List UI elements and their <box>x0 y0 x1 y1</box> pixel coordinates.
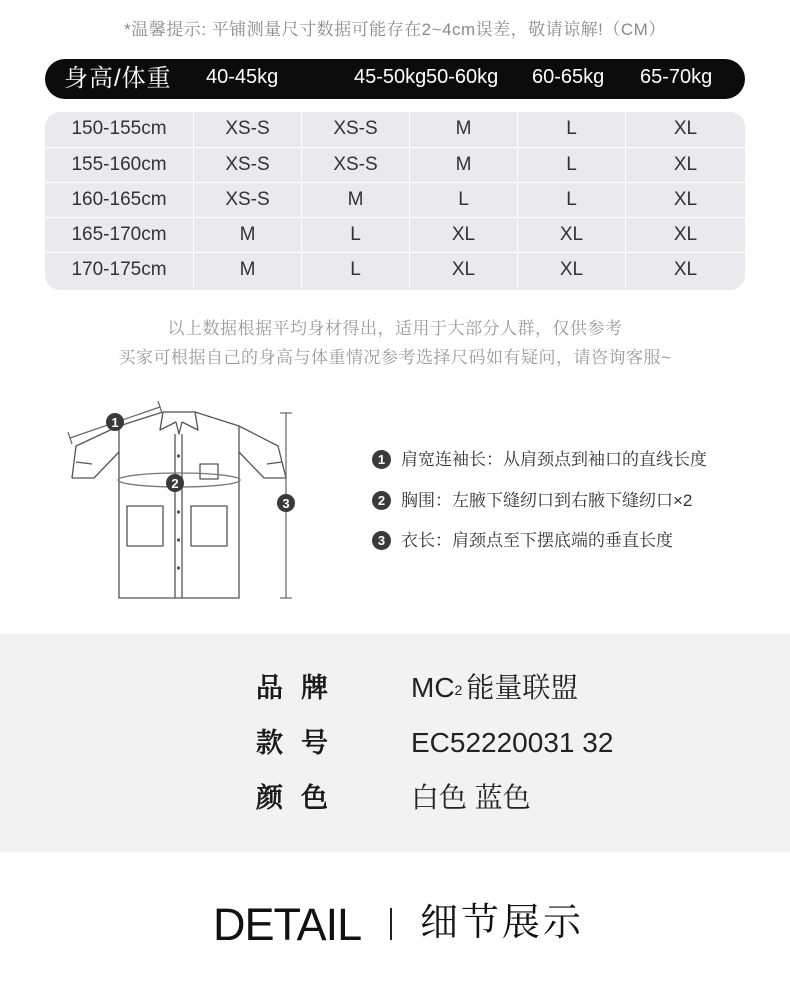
color-value: 白色 蓝色 <box>411 782 531 813</box>
size-cell: XS-S <box>193 112 301 147</box>
table-row <box>45 252 745 287</box>
number-3-icon: 3 <box>372 531 391 550</box>
height-cell: 170-175cm <box>71 259 167 280</box>
detail-title-en: DETAIL <box>213 899 362 950</box>
product-info-panel <box>0 634 790 852</box>
weight-col-1: 40-45kg <box>206 66 279 88</box>
size-cell: M <box>193 218 301 253</box>
size-cell: XL <box>409 218 517 253</box>
number-1-icon: 1 <box>372 450 391 469</box>
size-cell: XL <box>625 183 745 218</box>
size-cell: XL <box>625 253 745 288</box>
size-cell: XL <box>625 112 745 147</box>
marker-1 <box>106 413 124 431</box>
size-cell: XL <box>625 148 745 183</box>
style-number-label: 款号 <box>256 728 346 758</box>
size-cell: XS-S <box>193 148 301 183</box>
brand-name: 能量联盟 <box>466 672 579 703</box>
footnote-line-1: 以上数据根据平均身材得出，适用于大部分人群，仅供参考 <box>167 319 623 338</box>
legend-text: 胸围：左腋下缝纫口到右腋下缝纫口×2 <box>401 491 693 510</box>
size-cell: L <box>517 148 625 183</box>
height-cell: 155-160cm <box>71 154 167 175</box>
size-cell: L <box>517 183 625 218</box>
size-cell: M <box>409 112 517 147</box>
legend-text: 肩宽连袖长：从肩颈点到袖口的直线长度 <box>401 450 707 469</box>
size-cell: L <box>301 253 409 288</box>
legend-length <box>372 529 673 553</box>
brand-value <box>411 668 578 708</box>
size-cell: XL <box>517 218 625 253</box>
legend-shoulder-sleeve <box>372 448 707 472</box>
marker-3 <box>277 494 295 512</box>
size-cell: XL <box>625 218 745 253</box>
brand-label: 品牌 <box>256 673 346 703</box>
number-2-icon: 2 <box>372 491 391 510</box>
measurement-notice: *温馨提示: 平铺测量尺寸数据可能存在2~4cm误差，敬请谅解!（CM） <box>124 20 666 39</box>
size-cell: XS-S <box>301 112 409 147</box>
table-row <box>45 112 745 147</box>
weight-col-2: 45-50kg <box>354 66 427 88</box>
size-cell: L <box>301 218 409 253</box>
height-cell: 165-170cm <box>71 224 167 245</box>
size-cell: L <box>517 112 625 147</box>
size-cell: XS-S <box>193 183 301 218</box>
style-number-value: EC52220031 32 <box>411 727 614 758</box>
brand-row <box>0 668 790 708</box>
size-cell: M <box>193 253 301 288</box>
svg-text:1: 1 <box>111 415 119 430</box>
table-row <box>45 147 745 182</box>
height-cell: 160-165cm <box>71 189 167 210</box>
size-cell: XS-S <box>301 148 409 183</box>
size-cell: XL <box>409 253 517 288</box>
height-cell: 150-155cm <box>71 118 167 139</box>
brand-superscript: 2 <box>454 682 463 698</box>
style-number-row <box>0 723 790 763</box>
size-header-bar <box>45 59 745 99</box>
weight-col-4: 60-65kg <box>532 66 605 88</box>
size-cell: M <box>409 148 517 183</box>
legend-chest <box>372 489 692 513</box>
svg-text:2: 2 <box>171 476 179 491</box>
size-cell: M <box>301 183 409 218</box>
detail-title-cn: 细节展示 <box>420 902 585 944</box>
color-label: 颜色 <box>256 783 346 813</box>
svg-text:3: 3 <box>282 496 290 511</box>
marker-2 <box>166 474 184 492</box>
detail-divider <box>390 908 392 940</box>
color-row <box>0 778 790 818</box>
brand-mc: MC <box>411 672 455 703</box>
table-row <box>45 217 745 252</box>
size-cell: L <box>409 183 517 218</box>
footnote-line-2: 买家可根据自己的身高与体重情况参考选择尺码如有疑问，请咨询客服~ <box>118 348 672 367</box>
robe-measurement-diagram <box>60 400 305 605</box>
weight-col-3: 50-60kg <box>426 66 499 88</box>
size-cell: XL <box>517 253 625 288</box>
weight-col-5: 65-70kg <box>640 66 713 88</box>
size-table <box>45 112 745 290</box>
height-weight-label: 身高/体重 <box>64 65 172 92</box>
table-row <box>45 182 745 217</box>
legend-text: 衣长：肩颈点至下摆底端的垂直长度 <box>401 531 673 550</box>
